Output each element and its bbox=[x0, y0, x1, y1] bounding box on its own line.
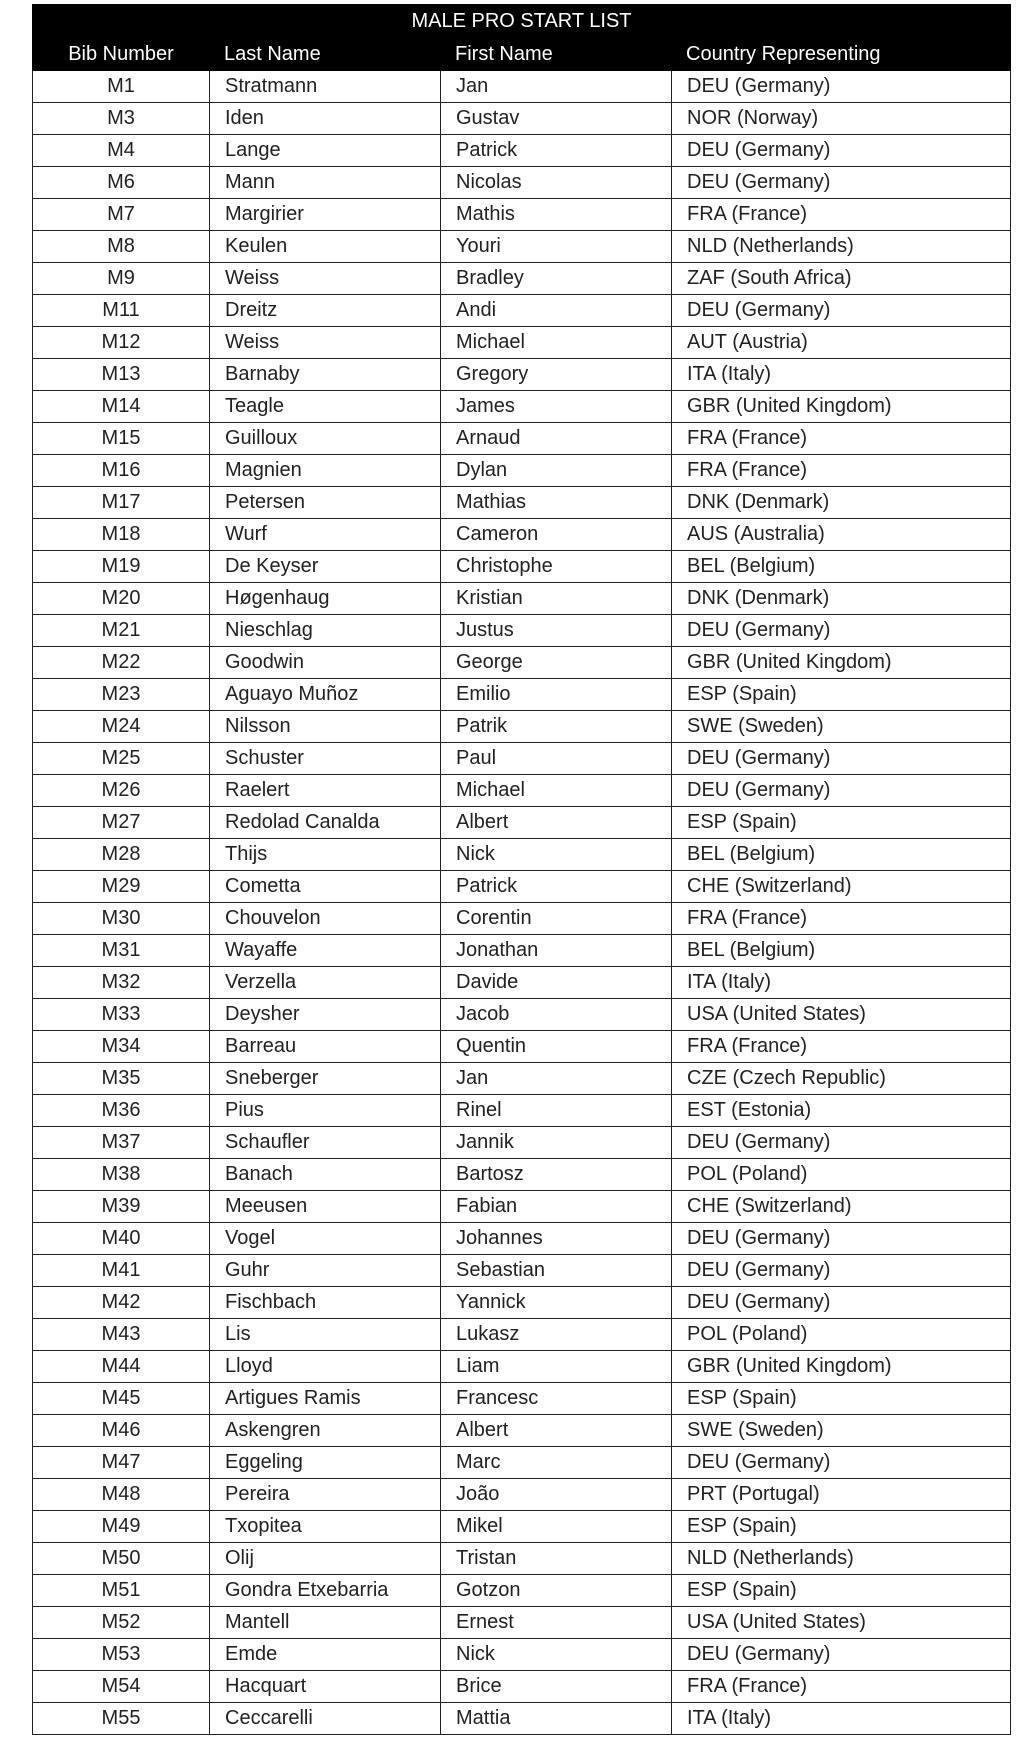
last-name-cell: Chouvelon bbox=[210, 903, 441, 935]
first-name-cell: Mikel bbox=[441, 1511, 672, 1543]
table-row bbox=[33, 1351, 1011, 1383]
country-cell: GBR (United Kingdom) bbox=[672, 391, 1011, 423]
table-row bbox=[33, 295, 1011, 327]
bib-cell: M16 bbox=[33, 455, 210, 487]
country-cell: DEU (Germany) bbox=[672, 1223, 1011, 1255]
bib-cell: M36 bbox=[33, 1095, 210, 1127]
bib-cell: M28 bbox=[33, 839, 210, 871]
last-name-cell: Lloyd bbox=[210, 1351, 441, 1383]
country-cell: EST (Estonia) bbox=[672, 1095, 1011, 1127]
last-name-cell: Redolad Canalda bbox=[210, 807, 441, 839]
last-name-cell: Weiss bbox=[210, 263, 441, 295]
bib-cell: M19 bbox=[33, 551, 210, 583]
first-name-cell: Mathias bbox=[441, 487, 672, 519]
country-cell: SWE (Sweden) bbox=[672, 711, 1011, 743]
last-name-cell: Ceccarelli bbox=[210, 1703, 441, 1735]
last-name-cell: Lis bbox=[210, 1319, 441, 1351]
last-name-cell: Mann bbox=[210, 167, 441, 199]
country-cell: ESP (Spain) bbox=[672, 1511, 1011, 1543]
country-cell: ITA (Italy) bbox=[672, 967, 1011, 999]
table-row bbox=[33, 1127, 1011, 1159]
bib-cell: M37 bbox=[33, 1127, 210, 1159]
first-name-cell: Marc bbox=[441, 1447, 672, 1479]
last-name-cell: Sneberger bbox=[210, 1063, 441, 1095]
first-name-cell: João bbox=[441, 1479, 672, 1511]
start-list-table bbox=[32, 4, 1011, 1735]
last-name-cell: Stratmann bbox=[210, 71, 441, 103]
last-name-cell: Verzella bbox=[210, 967, 441, 999]
first-name-cell: Emilio bbox=[441, 679, 672, 711]
bib-cell: M29 bbox=[33, 871, 210, 903]
table-row bbox=[33, 263, 1011, 295]
table-row bbox=[33, 1479, 1011, 1511]
bib-cell: M39 bbox=[33, 1191, 210, 1223]
bib-cell: M1 bbox=[33, 71, 210, 103]
bib-cell: M24 bbox=[33, 711, 210, 743]
last-name-cell: Txopitea bbox=[210, 1511, 441, 1543]
table-row bbox=[33, 551, 1011, 583]
first-name-cell: Kristian bbox=[441, 583, 672, 615]
bib-cell: M44 bbox=[33, 1351, 210, 1383]
column-header-first-name: First Name bbox=[441, 38, 672, 71]
first-name-cell: George bbox=[441, 647, 672, 679]
first-name-cell: Albert bbox=[441, 807, 672, 839]
bib-cell: M12 bbox=[33, 327, 210, 359]
country-cell: DEU (Germany) bbox=[672, 1255, 1011, 1287]
country-cell: ESP (Spain) bbox=[672, 1383, 1011, 1415]
bib-cell: M51 bbox=[33, 1575, 210, 1607]
country-cell: ESP (Spain) bbox=[672, 1575, 1011, 1607]
country-cell: GBR (United Kingdom) bbox=[672, 647, 1011, 679]
country-cell: FRA (France) bbox=[672, 199, 1011, 231]
bib-cell: M45 bbox=[33, 1383, 210, 1415]
table-row bbox=[33, 999, 1011, 1031]
country-cell: BEL (Belgium) bbox=[672, 839, 1011, 871]
country-cell: FRA (France) bbox=[672, 455, 1011, 487]
bib-cell: M23 bbox=[33, 679, 210, 711]
bib-cell: M25 bbox=[33, 743, 210, 775]
bib-cell: M4 bbox=[33, 135, 210, 167]
table-row bbox=[33, 1319, 1011, 1351]
first-name-cell: Michael bbox=[441, 327, 672, 359]
table-row bbox=[33, 71, 1011, 103]
first-name-cell: Nick bbox=[441, 839, 672, 871]
last-name-cell: Schaufler bbox=[210, 1127, 441, 1159]
first-name-cell: Lukasz bbox=[441, 1319, 672, 1351]
table-row bbox=[33, 1703, 1011, 1735]
table-row bbox=[33, 1447, 1011, 1479]
first-name-cell: Nicolas bbox=[441, 167, 672, 199]
last-name-cell: Keulen bbox=[210, 231, 441, 263]
table-row bbox=[33, 1415, 1011, 1447]
table-row bbox=[33, 871, 1011, 903]
last-name-cell: Gondra Etxebarria bbox=[210, 1575, 441, 1607]
country-cell: FRA (France) bbox=[672, 1671, 1011, 1703]
last-name-cell: Pereira bbox=[210, 1479, 441, 1511]
column-header-bib: Bib Number bbox=[33, 38, 210, 71]
first-name-cell: Youri bbox=[441, 231, 672, 263]
country-cell: AUT (Austria) bbox=[672, 327, 1011, 359]
first-name-cell: Arnaud bbox=[441, 423, 672, 455]
table-row bbox=[33, 1671, 1011, 1703]
last-name-cell: Margirier bbox=[210, 199, 441, 231]
bib-cell: M42 bbox=[33, 1287, 210, 1319]
table-title: MALE PRO START LIST bbox=[33, 5, 1011, 38]
first-name-cell: Rinel bbox=[441, 1095, 672, 1127]
country-cell: FRA (France) bbox=[672, 1031, 1011, 1063]
first-name-cell: Andi bbox=[441, 295, 672, 327]
table-row bbox=[33, 167, 1011, 199]
first-name-cell: Johannes bbox=[441, 1223, 672, 1255]
last-name-cell: Lange bbox=[210, 135, 441, 167]
first-name-cell: Gustav bbox=[441, 103, 672, 135]
last-name-cell: Guilloux bbox=[210, 423, 441, 455]
country-cell: DEU (Germany) bbox=[672, 1639, 1011, 1671]
last-name-cell: Fischbach bbox=[210, 1287, 441, 1319]
table-row bbox=[33, 1063, 1011, 1095]
table-row bbox=[33, 519, 1011, 551]
table-row bbox=[33, 359, 1011, 391]
country-cell: DEU (Germany) bbox=[672, 135, 1011, 167]
table-row bbox=[33, 839, 1011, 871]
last-name-cell: Raelert bbox=[210, 775, 441, 807]
first-name-cell: Ernest bbox=[441, 1607, 672, 1639]
last-name-cell: Wayaffe bbox=[210, 935, 441, 967]
table-row bbox=[33, 1191, 1011, 1223]
table-row bbox=[33, 231, 1011, 263]
table-row bbox=[33, 775, 1011, 807]
last-name-cell: Deysher bbox=[210, 999, 441, 1031]
table-row bbox=[33, 423, 1011, 455]
first-name-cell: James bbox=[441, 391, 672, 423]
bib-cell: M3 bbox=[33, 103, 210, 135]
bib-cell: M13 bbox=[33, 359, 210, 391]
country-cell: ESP (Spain) bbox=[672, 807, 1011, 839]
first-name-cell: Fabian bbox=[441, 1191, 672, 1223]
country-cell: FRA (France) bbox=[672, 903, 1011, 935]
last-name-cell: Askengren bbox=[210, 1415, 441, 1447]
bib-cell: M50 bbox=[33, 1543, 210, 1575]
first-name-cell: Sebastian bbox=[441, 1255, 672, 1287]
last-name-cell: Cometta bbox=[210, 871, 441, 903]
table-row bbox=[33, 583, 1011, 615]
bib-cell: M6 bbox=[33, 167, 210, 199]
country-cell: ZAF (South Africa) bbox=[672, 263, 1011, 295]
table-row bbox=[33, 1575, 1011, 1607]
country-cell: NLD (Netherlands) bbox=[672, 1543, 1011, 1575]
bib-cell: M15 bbox=[33, 423, 210, 455]
country-cell: NLD (Netherlands) bbox=[672, 231, 1011, 263]
table-row bbox=[33, 1095, 1011, 1127]
bib-cell: M49 bbox=[33, 1511, 210, 1543]
table-row bbox=[33, 903, 1011, 935]
last-name-cell: Wurf bbox=[210, 519, 441, 551]
last-name-cell: Magnien bbox=[210, 455, 441, 487]
country-cell: BEL (Belgium) bbox=[672, 551, 1011, 583]
last-name-cell: Schuster bbox=[210, 743, 441, 775]
country-cell: DEU (Germany) bbox=[672, 295, 1011, 327]
country-cell: BEL (Belgium) bbox=[672, 935, 1011, 967]
table-row bbox=[33, 807, 1011, 839]
country-cell: ITA (Italy) bbox=[672, 359, 1011, 391]
first-name-cell: Patrik bbox=[441, 711, 672, 743]
bib-cell: M47 bbox=[33, 1447, 210, 1479]
country-cell: POL (Poland) bbox=[672, 1319, 1011, 1351]
country-cell: SWE (Sweden) bbox=[672, 1415, 1011, 1447]
last-name-cell: Olij bbox=[210, 1543, 441, 1575]
bib-cell: M33 bbox=[33, 999, 210, 1031]
first-name-cell: Paul bbox=[441, 743, 672, 775]
bib-cell: M18 bbox=[33, 519, 210, 551]
last-name-cell: Vogel bbox=[210, 1223, 441, 1255]
country-cell: DNK (Denmark) bbox=[672, 487, 1011, 519]
table-row bbox=[33, 1639, 1011, 1671]
table-row bbox=[33, 1383, 1011, 1415]
last-name-cell: Meeusen bbox=[210, 1191, 441, 1223]
bib-cell: M54 bbox=[33, 1671, 210, 1703]
table-row bbox=[33, 1607, 1011, 1639]
last-name-cell: Thijs bbox=[210, 839, 441, 871]
column-header-last-name: Last Name bbox=[210, 38, 441, 71]
last-name-cell: Iden bbox=[210, 103, 441, 135]
first-name-cell: Cameron bbox=[441, 519, 672, 551]
country-cell: FRA (France) bbox=[672, 423, 1011, 455]
table-row bbox=[33, 1255, 1011, 1287]
bib-cell: M22 bbox=[33, 647, 210, 679]
table-row bbox=[33, 743, 1011, 775]
last-name-cell: Nilsson bbox=[210, 711, 441, 743]
first-name-cell: Yannick bbox=[441, 1287, 672, 1319]
bib-cell: M21 bbox=[33, 615, 210, 647]
first-name-cell: Dylan bbox=[441, 455, 672, 487]
bib-cell: M46 bbox=[33, 1415, 210, 1447]
bib-cell: M32 bbox=[33, 967, 210, 999]
last-name-cell: Banach bbox=[210, 1159, 441, 1191]
table-row bbox=[33, 1543, 1011, 1575]
last-name-cell: Emde bbox=[210, 1639, 441, 1671]
first-name-cell: Jan bbox=[441, 1063, 672, 1095]
table-row bbox=[33, 647, 1011, 679]
last-name-cell: Weiss bbox=[210, 327, 441, 359]
first-name-cell: Patrick bbox=[441, 135, 672, 167]
country-cell: ESP (Spain) bbox=[672, 679, 1011, 711]
first-name-cell: Liam bbox=[441, 1351, 672, 1383]
country-cell: DEU (Germany) bbox=[672, 71, 1011, 103]
first-name-cell: Mattia bbox=[441, 1703, 672, 1735]
bib-cell: M53 bbox=[33, 1639, 210, 1671]
last-name-cell: Barnaby bbox=[210, 359, 441, 391]
country-cell: NOR (Norway) bbox=[672, 103, 1011, 135]
first-name-cell: Gotzon bbox=[441, 1575, 672, 1607]
country-cell: DEU (Germany) bbox=[672, 615, 1011, 647]
first-name-cell: Mathis bbox=[441, 199, 672, 231]
column-header-row bbox=[33, 38, 1011, 71]
bib-cell: M26 bbox=[33, 775, 210, 807]
first-name-cell: Davide bbox=[441, 967, 672, 999]
table-row bbox=[33, 455, 1011, 487]
country-cell: DEU (Germany) bbox=[672, 775, 1011, 807]
country-cell: USA (United States) bbox=[672, 999, 1011, 1031]
table-row bbox=[33, 327, 1011, 359]
country-cell: ITA (Italy) bbox=[672, 1703, 1011, 1735]
bib-cell: M40 bbox=[33, 1223, 210, 1255]
country-cell: DNK (Denmark) bbox=[672, 583, 1011, 615]
table-row bbox=[33, 935, 1011, 967]
last-name-cell: Teagle bbox=[210, 391, 441, 423]
table-row bbox=[33, 487, 1011, 519]
first-name-cell: Jannik bbox=[441, 1127, 672, 1159]
last-name-cell: Nieschlag bbox=[210, 615, 441, 647]
table-row bbox=[33, 1287, 1011, 1319]
table-row bbox=[33, 103, 1011, 135]
first-name-cell: Nick bbox=[441, 1639, 672, 1671]
first-name-cell: Brice bbox=[441, 1671, 672, 1703]
first-name-cell: Quentin bbox=[441, 1031, 672, 1063]
first-name-cell: Patrick bbox=[441, 871, 672, 903]
bib-cell: M14 bbox=[33, 391, 210, 423]
last-name-cell: Barreau bbox=[210, 1031, 441, 1063]
last-name-cell: Aguayo Muñoz bbox=[210, 679, 441, 711]
country-cell: DEU (Germany) bbox=[672, 1127, 1011, 1159]
first-name-cell: Justus bbox=[441, 615, 672, 647]
country-cell: PRT (Portugal) bbox=[672, 1479, 1011, 1511]
table-row bbox=[33, 1159, 1011, 1191]
first-name-cell: Francesc bbox=[441, 1383, 672, 1415]
country-cell: CHE (Switzerland) bbox=[672, 871, 1011, 903]
table-row bbox=[33, 615, 1011, 647]
last-name-cell: Guhr bbox=[210, 1255, 441, 1287]
last-name-cell: Mantell bbox=[210, 1607, 441, 1639]
first-name-cell: Jan bbox=[441, 71, 672, 103]
bib-cell: M41 bbox=[33, 1255, 210, 1287]
bib-cell: M34 bbox=[33, 1031, 210, 1063]
last-name-cell: De Keyser bbox=[210, 551, 441, 583]
last-name-cell: Goodwin bbox=[210, 647, 441, 679]
bib-cell: M7 bbox=[33, 199, 210, 231]
last-name-cell: Petersen bbox=[210, 487, 441, 519]
country-cell: DEU (Germany) bbox=[672, 1447, 1011, 1479]
first-name-cell: Michael bbox=[441, 775, 672, 807]
bib-cell: M55 bbox=[33, 1703, 210, 1735]
table-row bbox=[33, 711, 1011, 743]
last-name-cell: Pius bbox=[210, 1095, 441, 1127]
bib-cell: M27 bbox=[33, 807, 210, 839]
table-row bbox=[33, 1223, 1011, 1255]
country-cell: POL (Poland) bbox=[672, 1159, 1011, 1191]
table-row bbox=[33, 1031, 1011, 1063]
first-name-cell: Corentin bbox=[441, 903, 672, 935]
country-cell: CHE (Switzerland) bbox=[672, 1191, 1011, 1223]
first-name-cell: Jacob bbox=[441, 999, 672, 1031]
bib-cell: M48 bbox=[33, 1479, 210, 1511]
first-name-cell: Bradley bbox=[441, 263, 672, 295]
table-row bbox=[33, 199, 1011, 231]
bib-cell: M20 bbox=[33, 583, 210, 615]
bib-cell: M30 bbox=[33, 903, 210, 935]
bib-cell: M11 bbox=[33, 295, 210, 327]
table-row bbox=[33, 1511, 1011, 1543]
country-cell: CZE (Czech Republic) bbox=[672, 1063, 1011, 1095]
last-name-cell: Artigues Ramis bbox=[210, 1383, 441, 1415]
country-cell: DEU (Germany) bbox=[672, 167, 1011, 199]
bib-cell: M31 bbox=[33, 935, 210, 967]
table-body bbox=[33, 71, 1011, 1735]
country-cell: GBR (United Kingdom) bbox=[672, 1351, 1011, 1383]
country-cell: USA (United States) bbox=[672, 1607, 1011, 1639]
country-cell: DEU (Germany) bbox=[672, 743, 1011, 775]
bib-cell: M17 bbox=[33, 487, 210, 519]
bib-cell: M52 bbox=[33, 1607, 210, 1639]
last-name-cell: Hacquart bbox=[210, 1671, 441, 1703]
column-header-country: Country Representing bbox=[672, 38, 1011, 71]
last-name-cell: Høgenhaug bbox=[210, 583, 441, 615]
bib-cell: M9 bbox=[33, 263, 210, 295]
country-cell: DEU (Germany) bbox=[672, 1287, 1011, 1319]
title-row bbox=[33, 5, 1011, 38]
first-name-cell: Tristan bbox=[441, 1543, 672, 1575]
table-row bbox=[33, 135, 1011, 167]
first-name-cell: Gregory bbox=[441, 359, 672, 391]
bib-cell: M35 bbox=[33, 1063, 210, 1095]
table-row bbox=[33, 967, 1011, 999]
country-cell: AUS (Australia) bbox=[672, 519, 1011, 551]
first-name-cell: Albert bbox=[441, 1415, 672, 1447]
first-name-cell: Bartosz bbox=[441, 1159, 672, 1191]
table-row bbox=[33, 391, 1011, 423]
bib-cell: M38 bbox=[33, 1159, 210, 1191]
bib-cell: M43 bbox=[33, 1319, 210, 1351]
bib-cell: M8 bbox=[33, 231, 210, 263]
last-name-cell: Eggeling bbox=[210, 1447, 441, 1479]
first-name-cell: Christophe bbox=[441, 551, 672, 583]
last-name-cell: Dreitz bbox=[210, 295, 441, 327]
first-name-cell: Jonathan bbox=[441, 935, 672, 967]
table-row bbox=[33, 679, 1011, 711]
